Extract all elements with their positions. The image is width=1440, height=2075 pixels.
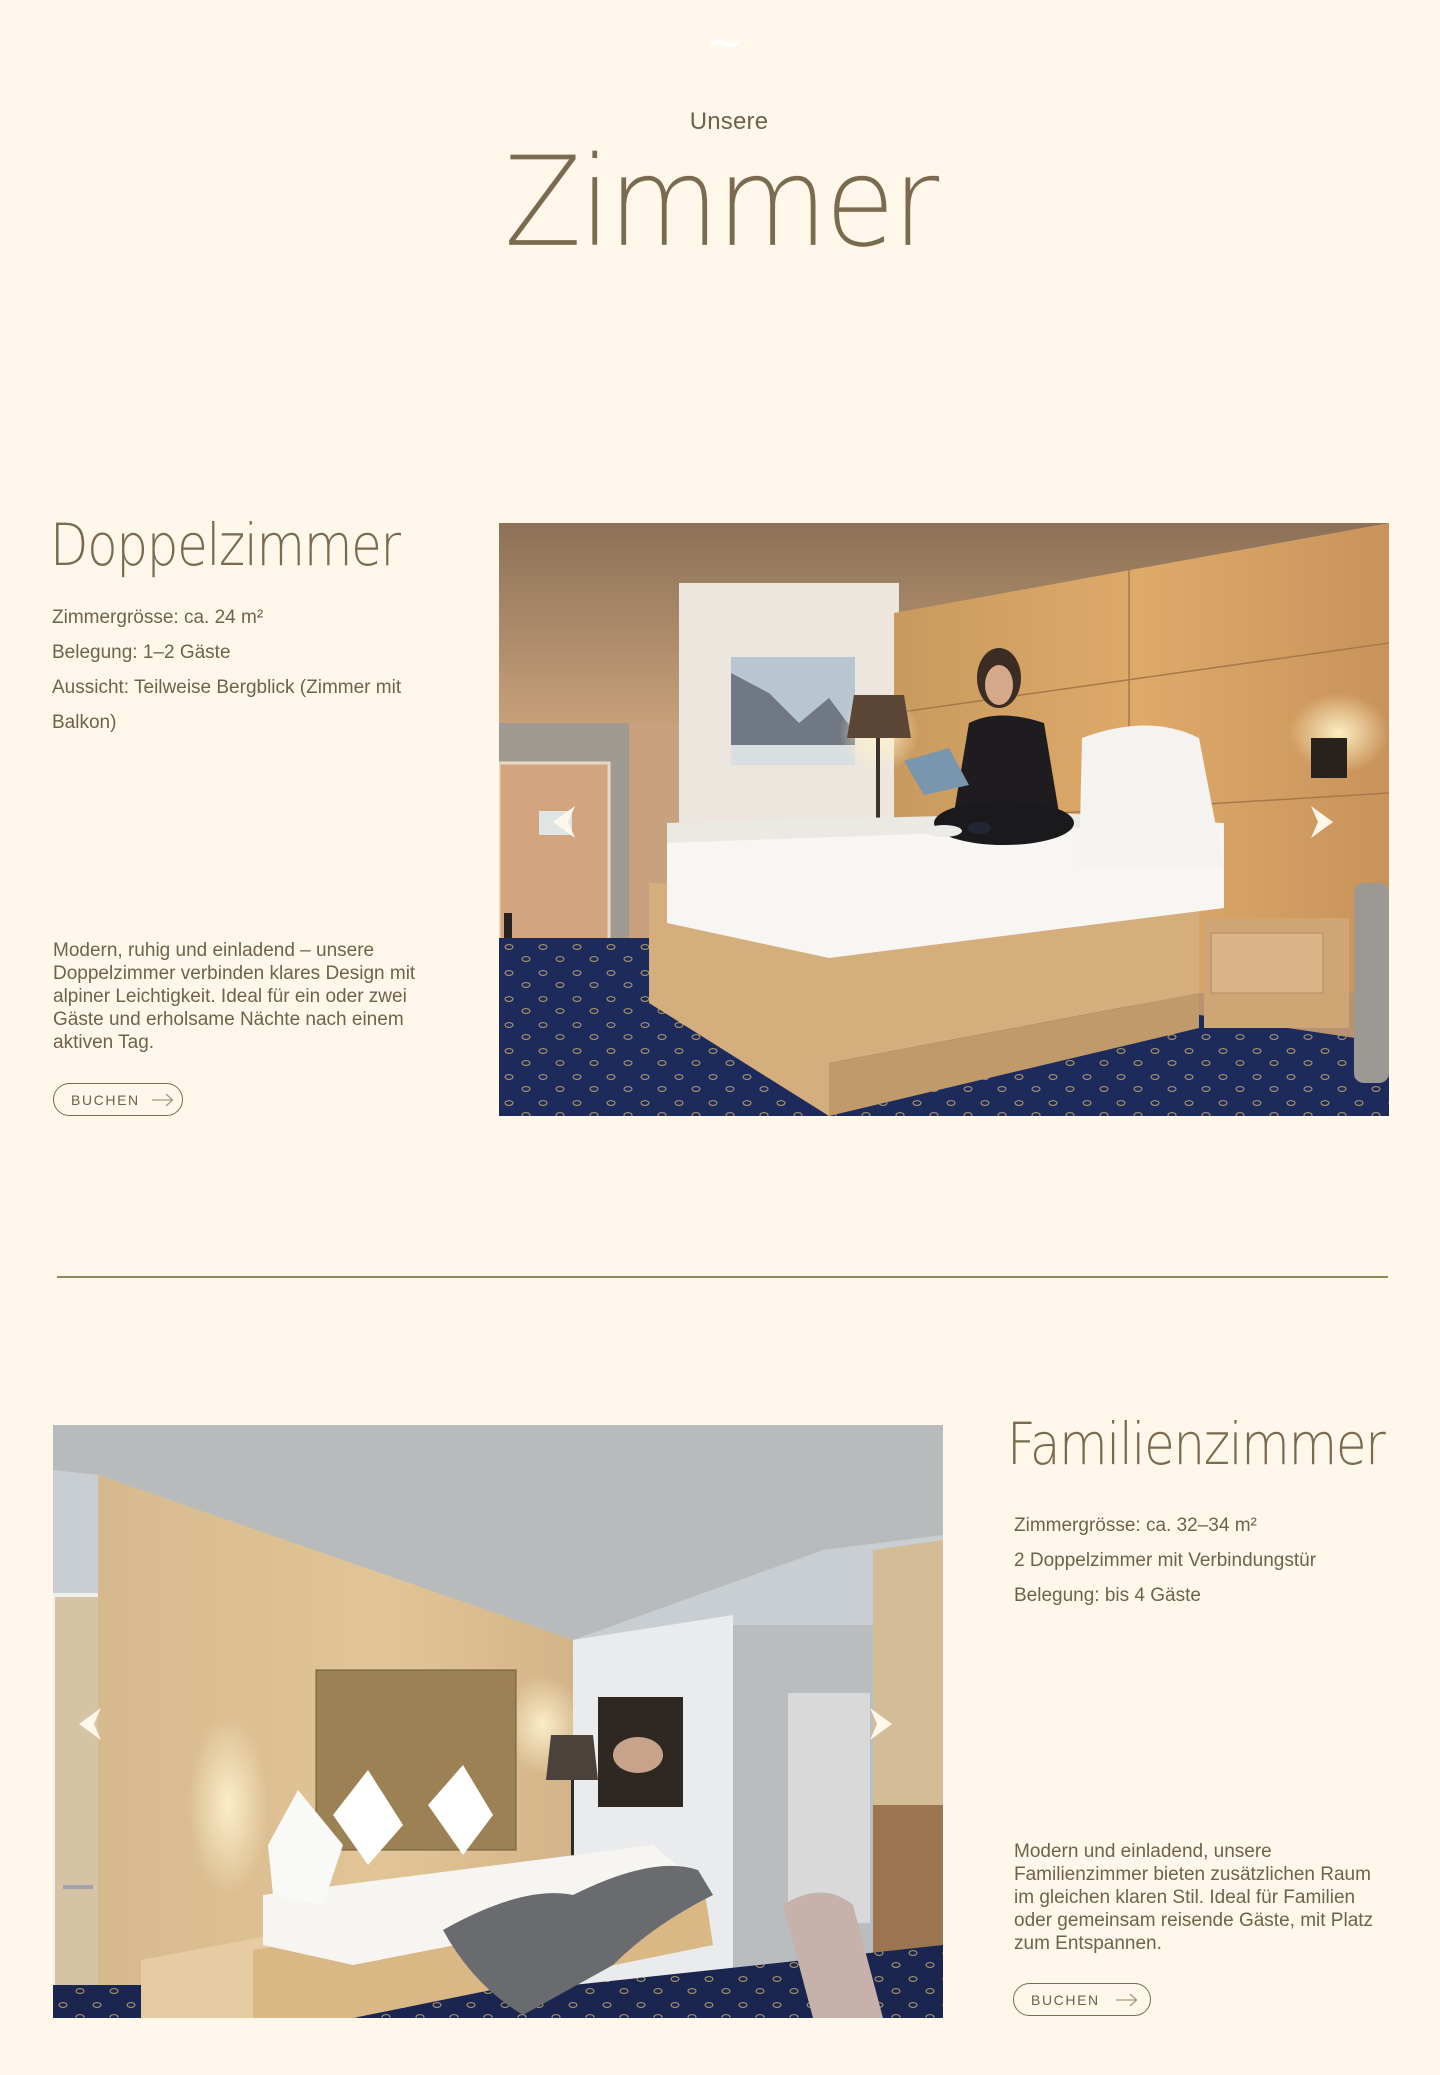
tilde-ornament-icon: ~: [705, 15, 745, 69]
fact-connecting-rooms: 2 Doppelzimmer mit Verbindungstür: [1014, 1550, 1317, 1571]
arrow-right-icon: [1116, 1993, 1138, 2007]
book-button[interactable]: [1013, 1983, 1151, 2016]
room-description: Modern, ruhig und einladend – unsere Doppelzimmer verbinden klares Design mit alpiner Leichtigkeit. Ideal für ein oder zwei Gäste und erholsame Nächte nach einem aktiven Tag.: [53, 940, 416, 1053]
fact-view: Aussicht: Teilweise Bergblick (Zimmer mit Balkon): [52, 677, 402, 733]
room-title: Doppelzimmer: [50, 511, 400, 579]
arrow-right-icon: [152, 1093, 174, 1107]
fact-room-size: Zimmergrösse: ca. 32–34 m²: [1014, 1515, 1257, 1536]
fact-room-size: Zimmergrösse: ca. 24 m²: [52, 607, 264, 628]
room-photo: [499, 523, 1389, 1116]
room-title: Familienzimmer: [1007, 1410, 1385, 1478]
room-photo: [53, 1425, 943, 2018]
room-image-gallery: [499, 523, 1389, 1116]
gallery-next-arrow-icon[interactable]: [868, 1707, 894, 1741]
gallery-prev-arrow-icon[interactable]: [551, 805, 577, 839]
section-divider: [57, 1276, 1388, 1278]
room-description: Modern und einladend, unsere Familienzimmer bieten zusätzlichen Raum im gleichen klaren Stil. Ideal für Familien oder gemeinsam reisende Gäste, mit Platz zum Entspannen.: [1014, 1841, 1374, 1954]
room-facts: [1014, 1508, 1414, 1613]
page-title: Zimmer: [503, 131, 937, 275]
gallery-prev-arrow-icon[interactable]: [77, 1707, 103, 1741]
fact-occupancy: Belegung: bis 4 Gäste: [1014, 1585, 1201, 1606]
book-button[interactable]: [53, 1083, 183, 1116]
fact-occupancy: Belegung: 1–2 Gäste: [52, 642, 231, 663]
book-button-label: BUCHEN: [1031, 1991, 1100, 2008]
room-facts: [52, 600, 432, 740]
section-eyebrow: Unsere: [689, 108, 769, 135]
gallery-next-arrow-icon[interactable]: [1309, 805, 1335, 839]
book-button-label: BUCHEN: [71, 1091, 140, 1108]
room-image-gallery: [53, 1425, 943, 2018]
